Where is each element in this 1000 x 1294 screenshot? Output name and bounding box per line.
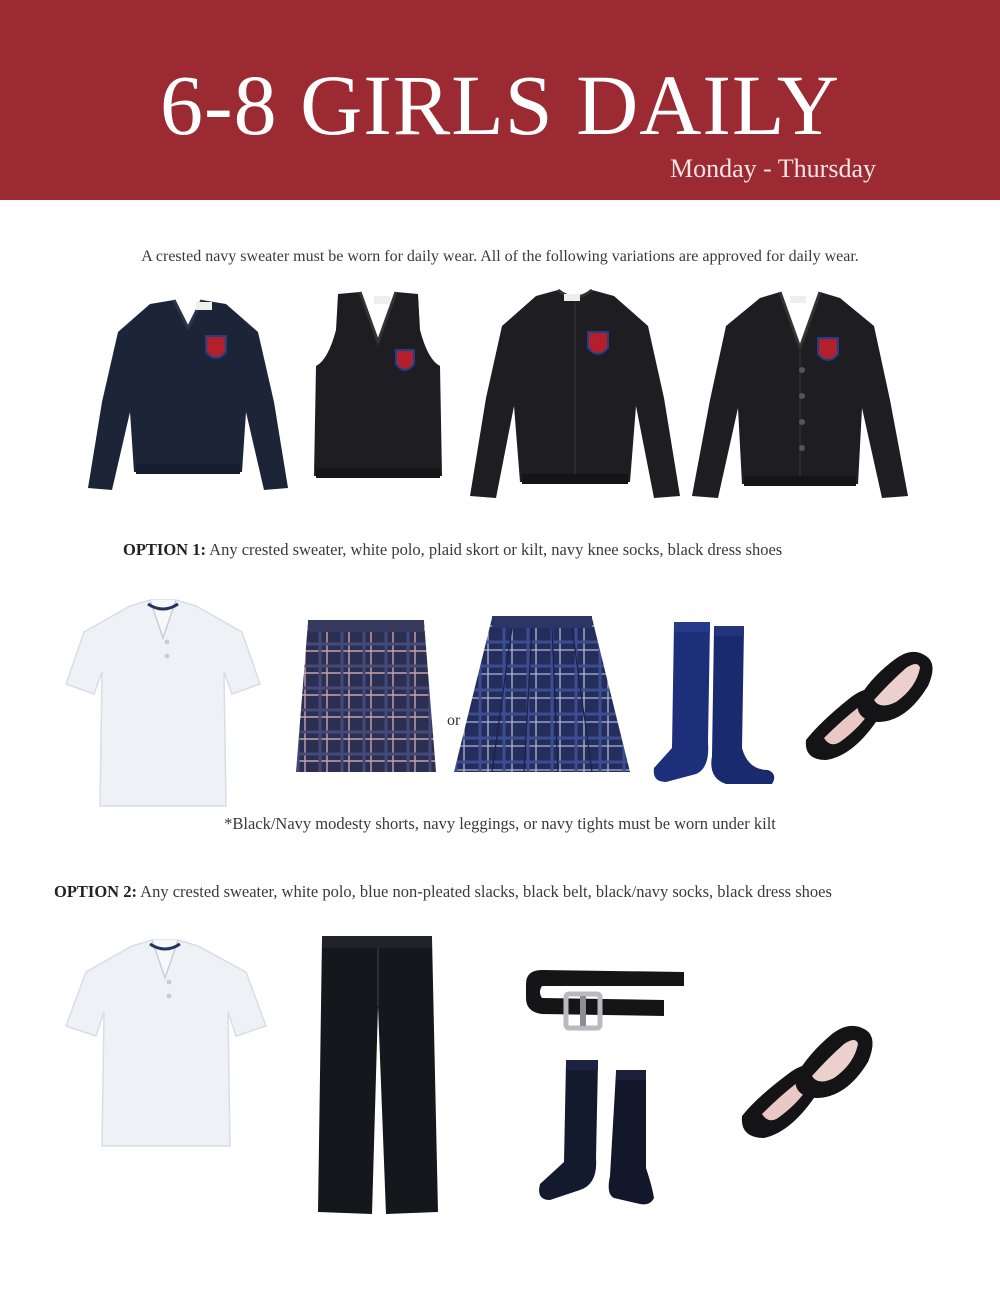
option2-description: Any crested sweater, white polo, blue non-pleated slacks, black belt, black/navy socks, black dress shoes	[136, 882, 832, 901]
page-title: 6-8 GIRLS DAILY	[160, 57, 840, 153]
option2-heading	[54, 882, 832, 902]
white-polo-icon	[66, 598, 260, 810]
page-subtitle: Monday - Thursday	[669, 154, 876, 183]
intro-text: A crested navy sweater must be worn for daily wear. All of the following variations are approved for daily wear.	[141, 248, 859, 265]
white-polo-icon	[66, 938, 266, 1150]
sweater-vest-icon	[308, 290, 448, 482]
navy-slacks-icon	[312, 936, 440, 1216]
option1-note: *Black/Navy modesty shorts, navy leggings, or navy tights must be worn under kilt	[224, 814, 776, 833]
plaid-kilt-icon	[452, 614, 632, 778]
option1-label: OPTION 1:	[123, 540, 206, 559]
option1-description: Any crested sweater, white polo, plaid skort or kilt, navy knee socks, black dress shoes	[205, 540, 783, 559]
or-separator: or	[447, 712, 461, 729]
v-neck-pullover-sweater-icon	[88, 292, 288, 494]
black-dress-shoes-icon	[802, 638, 938, 764]
crewneck-cardigan-icon	[470, 286, 680, 502]
option2-label: OPTION 2:	[54, 882, 137, 901]
black-belt-icon	[524, 966, 690, 1040]
black-navy-socks-icon	[536, 1058, 662, 1208]
v-neck-cardigan-icon	[690, 288, 910, 502]
plaid-skort-icon	[294, 618, 438, 778]
header-banner	[0, 0, 1000, 200]
navy-knee-socks-icon	[648, 618, 780, 788]
black-dress-shoes-icon	[738, 1012, 878, 1142]
option1-heading	[123, 540, 782, 560]
